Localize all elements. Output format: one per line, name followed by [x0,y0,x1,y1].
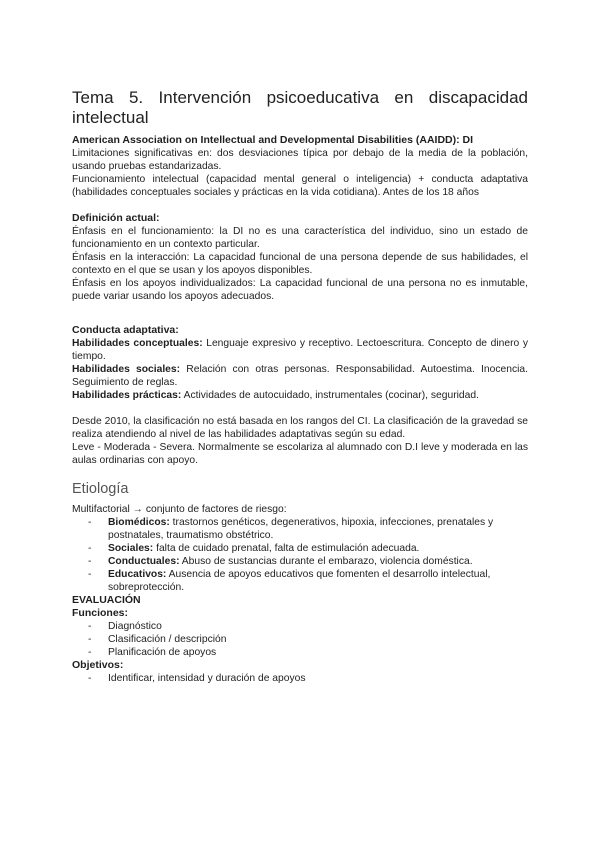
conducta-item [72,363,528,389]
aaidd-paragraph-1: Limitaciones significativas en: dos desviaciones típica por debajo de la media de la población, usando pruebas estandarizadas. [72,148,528,172]
page-title: Tema 5. Intervención psicoeducativa en discapacidad intelectual [72,88,528,127]
factor-label: Biomédicos: [108,517,170,528]
list-item [88,516,528,542]
factor-text: Ausencia de apoyos educativos que fomenten el desarrollo intelectual, sobreprotección. [108,569,491,593]
funciones-heading: Funciones: [72,607,129,619]
objetivos-heading: Objetivos: [72,659,124,671]
objetivos-list [72,672,528,685]
conducta-label: Habilidades conceptuales: [72,338,203,349]
list-item [88,542,528,555]
conducta-text: Actividades de autocuidado, instrumentales (cocinar), seguridad. [181,390,479,401]
factor-label: Conductuales: [108,556,180,567]
definicion-heading: Definición actual: [72,212,160,224]
aaidd-heading: American Association on Intellectual and Developmental Disabilities (AAIDD): DI [72,134,474,146]
list-item [88,568,528,594]
etiologia-heading: Etiología [72,481,129,497]
conducta-item [72,389,528,402]
factor-label: Educativos: [108,569,167,580]
aaidd-paragraph-2: Funcionamiento intelectual (capacidad mental general o inteligencia) + conducta adaptativa (habilidades conceptuales sociales y prácticas en la vida cotidiana). Antes de los 18 años [72,174,528,198]
evaluacion-heading: EVALUACIÓN [72,594,141,606]
clasificacion-paragraph-2: Leve - Moderada - Severa. Normalmente se escolariza al alumnado con D.I leve y moderada en las aulas ordinarias con apoyo. [72,442,528,466]
clasificacion-paragraph-1: Desde 2010, la clasificación no está basada en los rangos del CI. La clasificación de la gravedad se realiza atendiendo al nivel de las habilidades adaptativas según su edad. [72,416,528,440]
factor-text: trastornos genéticos, degenerativos, hipoxia, infecciones, prenatales y postnatales, traumatismo obstétrico. [108,517,494,541]
conducta-item [72,337,528,363]
funciones-list [72,620,528,659]
conducta-text: Lenguaje expresivo y receptivo. Lectoescritura. Concepto de dinero y tiempo. [72,338,528,362]
definicion-item: Énfasis en el funcionamiento: la DI no es una característica del individuo, sino un estado de funcionamiento en un contexto particular. [72,226,528,250]
list-item: - Identificar, intensidad y duración de apoyos [88,672,528,685]
etiologia-intro: Multifactorial → conjunto de factores de riesgo: [72,504,287,515]
list-item [88,555,528,568]
factor-text: falta de cuidado prenatal, falta de estimulación adecuada. [153,543,420,554]
list-item: - Planificación de apoyos [88,646,528,659]
definicion-item: Énfasis en la interacción: La capacidad funcional de una persona depende de sus habilidades, el contexto en el que se usan y los apoyos disponibles. [72,252,528,276]
factor-text: Abuso de sustancias durante el embarazo, violencia doméstica. [179,556,473,567]
conducta-heading: Conducta adaptativa: [72,324,179,336]
list-item: - Diagnóstico [88,620,528,633]
factor-label: Sociales: [108,543,154,554]
conducta-label: Habilidades sociales: [72,364,181,375]
etiologia-list [72,516,528,594]
definicion-item: Énfasis en los apoyos individualizados: La capacidad funcional de una persona no es inmutable, puede variar usando los apoyos adecuados. [72,278,528,302]
conducta-label: Habilidades prácticas: [72,390,182,401]
list-item: - Clasificación / descripción [88,633,528,646]
conducta-text: Relación con otras personas. Responsabilidad. Autoestima. Inocencia. Seguimiento de reglas. [72,364,528,388]
